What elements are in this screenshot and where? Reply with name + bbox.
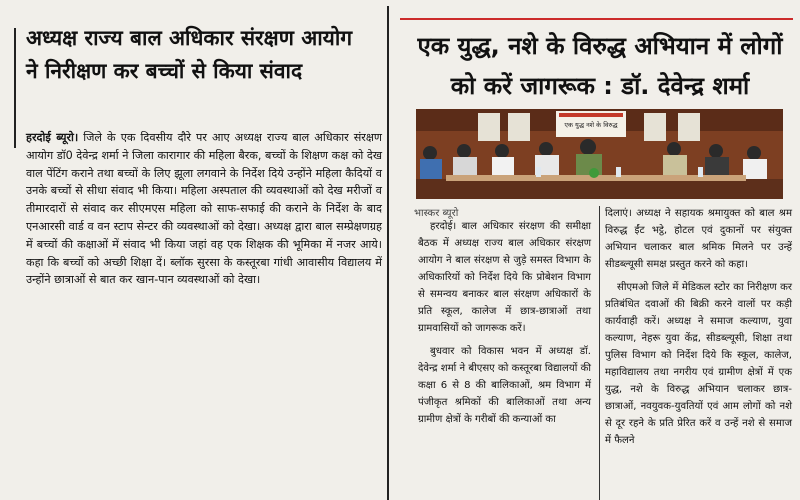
- left-article-dateline: हरदोई ब्यूरो।: [26, 131, 79, 144]
- left-headline-rule: [14, 28, 16, 148]
- column-divider: [599, 206, 600, 500]
- column1-paragraph-1: हरदोई। बाल अधिकार संरक्षण की समीक्षा बैठक में अध्यक्ष राज्य बाल अधिकार संरक्षण आयोग ने बाल संरक्षण से जुड़े समस्त विभाग के अधिकारियों को निर्देश दिये कि प्रोबेशन विभाग से समन्वय बनाकर बाल संरक्षण अधिकारों के प्रति स्कूल, कालेज में छात्र-छात्राओं तथा ग्रामवासियों को जागरूक करें।: [418, 221, 591, 334]
- photo-credit: भास्कर ब्यूरो: [414, 208, 459, 219]
- top-red-rule: [400, 18, 793, 20]
- photo-banner-text: एक युद्ध नशे के विरुद्ध: [564, 121, 618, 129]
- right-article-headline: एक युद्ध, नशे के विरुद्ध अभियान में लोगों को करें जागरूक : डॉ. देवेन्द्र शर्मा: [417, 32, 783, 100]
- column2-paragraph-1: दिलाएं। अध्यक्ष ने सहायक श्रमायुक्त को बाल श्रम विरुद्ध ईंट भट्ठे, होटल एवं दुकानों पर संयुक्त अभियान चलाकर बाल श्रमिक मिलने पर उन्हें सीडब्ल्यूसी समक्ष प्रस्तुत करने को कहा।: [605, 208, 792, 270]
- left-article-text: जिले के एक दिवसीय दौरे पर आए अध्यक्ष राज्य बाल अधिकार संरक्षण आयोग डॉ0 देवेन्द्र शर्मा ने जिला कारागार की महिला बैरक, बच्चों के शिक्षण कक्ष को देख वाल पेंटिंग कराने तथा बच्चों के लिए झूला लगवाने के निर्देश दिये उन्होंने महिला कैदियों व उनके बच्चों से सीधा संवाद भी किया। महिला अस्पताल की व्यवस्थाओं को देख मरीजों व तीमारदारों से संवाद कर सीएमएस महिला को साफ-सफाई की कराने के निर्देश के बाद एनआरसी वार्ड व वन स्टाप सेन्टर की व्यवस्थाओं को देखा। अध्यक्ष द्वारा बाल सम्प्रेक्षणग्रह में बच्चों की कक्षाओं में संवाद भी किया जहां वह एक शिक्षक की भूमिका में नजर आये। कहा कि बच्चों को अच्छी शिक्षा दें। ब्लॉक सुरसा के कस्तूरबा गांधी आवासीय विद्यालय में उन्होंने छात्राओं से बात कर खान-पान व्यवस्थाओं को देखा।: [26, 131, 382, 287]
- left-article-body: [26, 129, 382, 289]
- column2-paragraph-2: सीएमओ जिले में मेडिकल स्टोर का निरीक्षण कर प्रतिबंधित दवाओं की बिक्री करने वालों पर कड़ी कार्यवाही करें। अध्यक्ष ने समाज कल्याण, युवा कल्याण, नेहरू युवा केंद्र, सीडब्ल्यूसी, शिक्षा तथा पुलिस विभाग को निर्देश दिये कि स्कूल, कालेज, महाविद्यालय तथा नगरीय एवं ग्रामीण क्षेत्रों में एक युद्ध, नशे के विरुद्ध अभियान चलाकर छात्र-छात्राओं, नवयुवक-युवतियों एवं आम लोगों को नशे से दूर रहने के प्रति प्रेरित करें व उन्हें नशे से समाज में फैलने: [605, 282, 792, 446]
- right-article-column-1: [418, 218, 591, 434]
- right-article-column-2: [605, 205, 792, 455]
- meeting-photo-illustration: [416, 109, 783, 199]
- column1-paragraph-2: बुधवार को विकास भवन में अध्यक्ष डॉ. देवेन्द्र शर्मा ने बीएसए को कस्तूरबा विद्यालयों की कक्षा 6 से 8 की बालिकाओं, श्रम विभाग में पंजीकृत श्रमिकों की बालिकाओं तथा अन्य ग्रामीण क्षेत्रों के गरीबों की कन्याओं का: [418, 346, 591, 425]
- meeting-photo: [416, 109, 783, 199]
- left-article-headline: अध्यक्ष राज्य बाल अधिकार संरक्षण आयोग ने निरीक्षण कर बच्चों से किया संवाद: [26, 26, 353, 83]
